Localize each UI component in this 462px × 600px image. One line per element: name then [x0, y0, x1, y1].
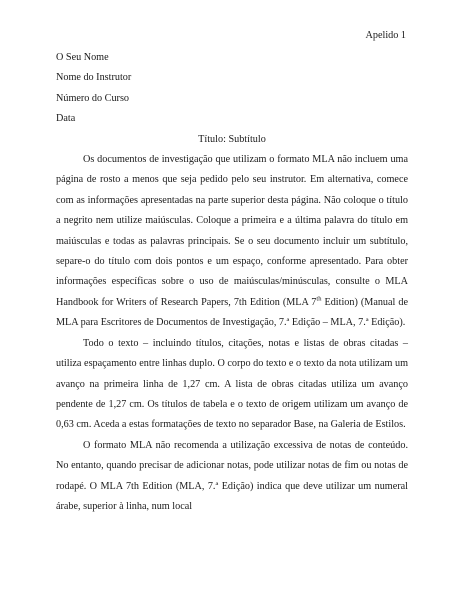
- paragraph-1-text-a: Os documentos de investigação que utilizam o formato MLA não incluem uma página de rosto a menos que seja pedido pelo seu instrutor. Em alternativa, comece com as informações apresentadas na parte superior desta página. Não coloque o título a negrito nem utilize maiúsculas. Coloque a primeira e a última palavra do título em maiúsculas e todas as palavras principais. Se o seu documento incluir um subtítulo, separe-o do título com dois pontos e um espaço, conforme apresentado. Para obter informações específicas sobre o uso de maiúsculas/minúsculas, consulte o MLA Handbook for Writers of Research Papers, 7th Edition (MLA 7: [56, 154, 408, 308]
- date-line: Data: [56, 113, 76, 125]
- paragraph-1-text-b: Edition) (Manual de MLA para Escritores de Documentos de Investigação, 7.ª Edição – MLA, 7.ª Edição).: [56, 296, 408, 329]
- superscript-th: th: [316, 295, 322, 303]
- document-title: Título: Subtítulo: [198, 133, 266, 145]
- running-head: Apelido 1: [365, 30, 406, 41]
- author-name: O Seu Nome: [56, 52, 109, 63]
- body-paragraph-3: O formato MLA não recomenda a utilização excessiva de notas de conteúdo. No entanto, quando precisar de adicionar notas, pode utilizar notas de fim ou notas de rodapé. O MLA 7th Edition (MLA, 7.ª Edição) indica que deve utilizar um numeral árabe, superior à linha, num local: [56, 439, 408, 512]
- instructor-name: Nome do Instrutor: [56, 72, 132, 84]
- body-paragraph-1: [56, 150, 408, 334]
- document-body: [56, 48, 408, 517]
- body-paragraph-2: Todo o texto – incluindo títulos, citações, notas e listas de obras citadas – utiliza espaçamento entre linhas duplo. O corpo do texto e o texto da nota utilizam um avanço na primeira linha de 1,27 cm. A lista de obras citadas utiliza um avanço pendente de 1,27 cm. Os títulos de tabela e o texto de origem utilizam um avanço de 0,63 cm. Aceda a estas formatações de texto no separador Base, na Galeria de Estilos.: [56, 337, 408, 431]
- course-number: Número do Curso: [56, 92, 130, 104]
